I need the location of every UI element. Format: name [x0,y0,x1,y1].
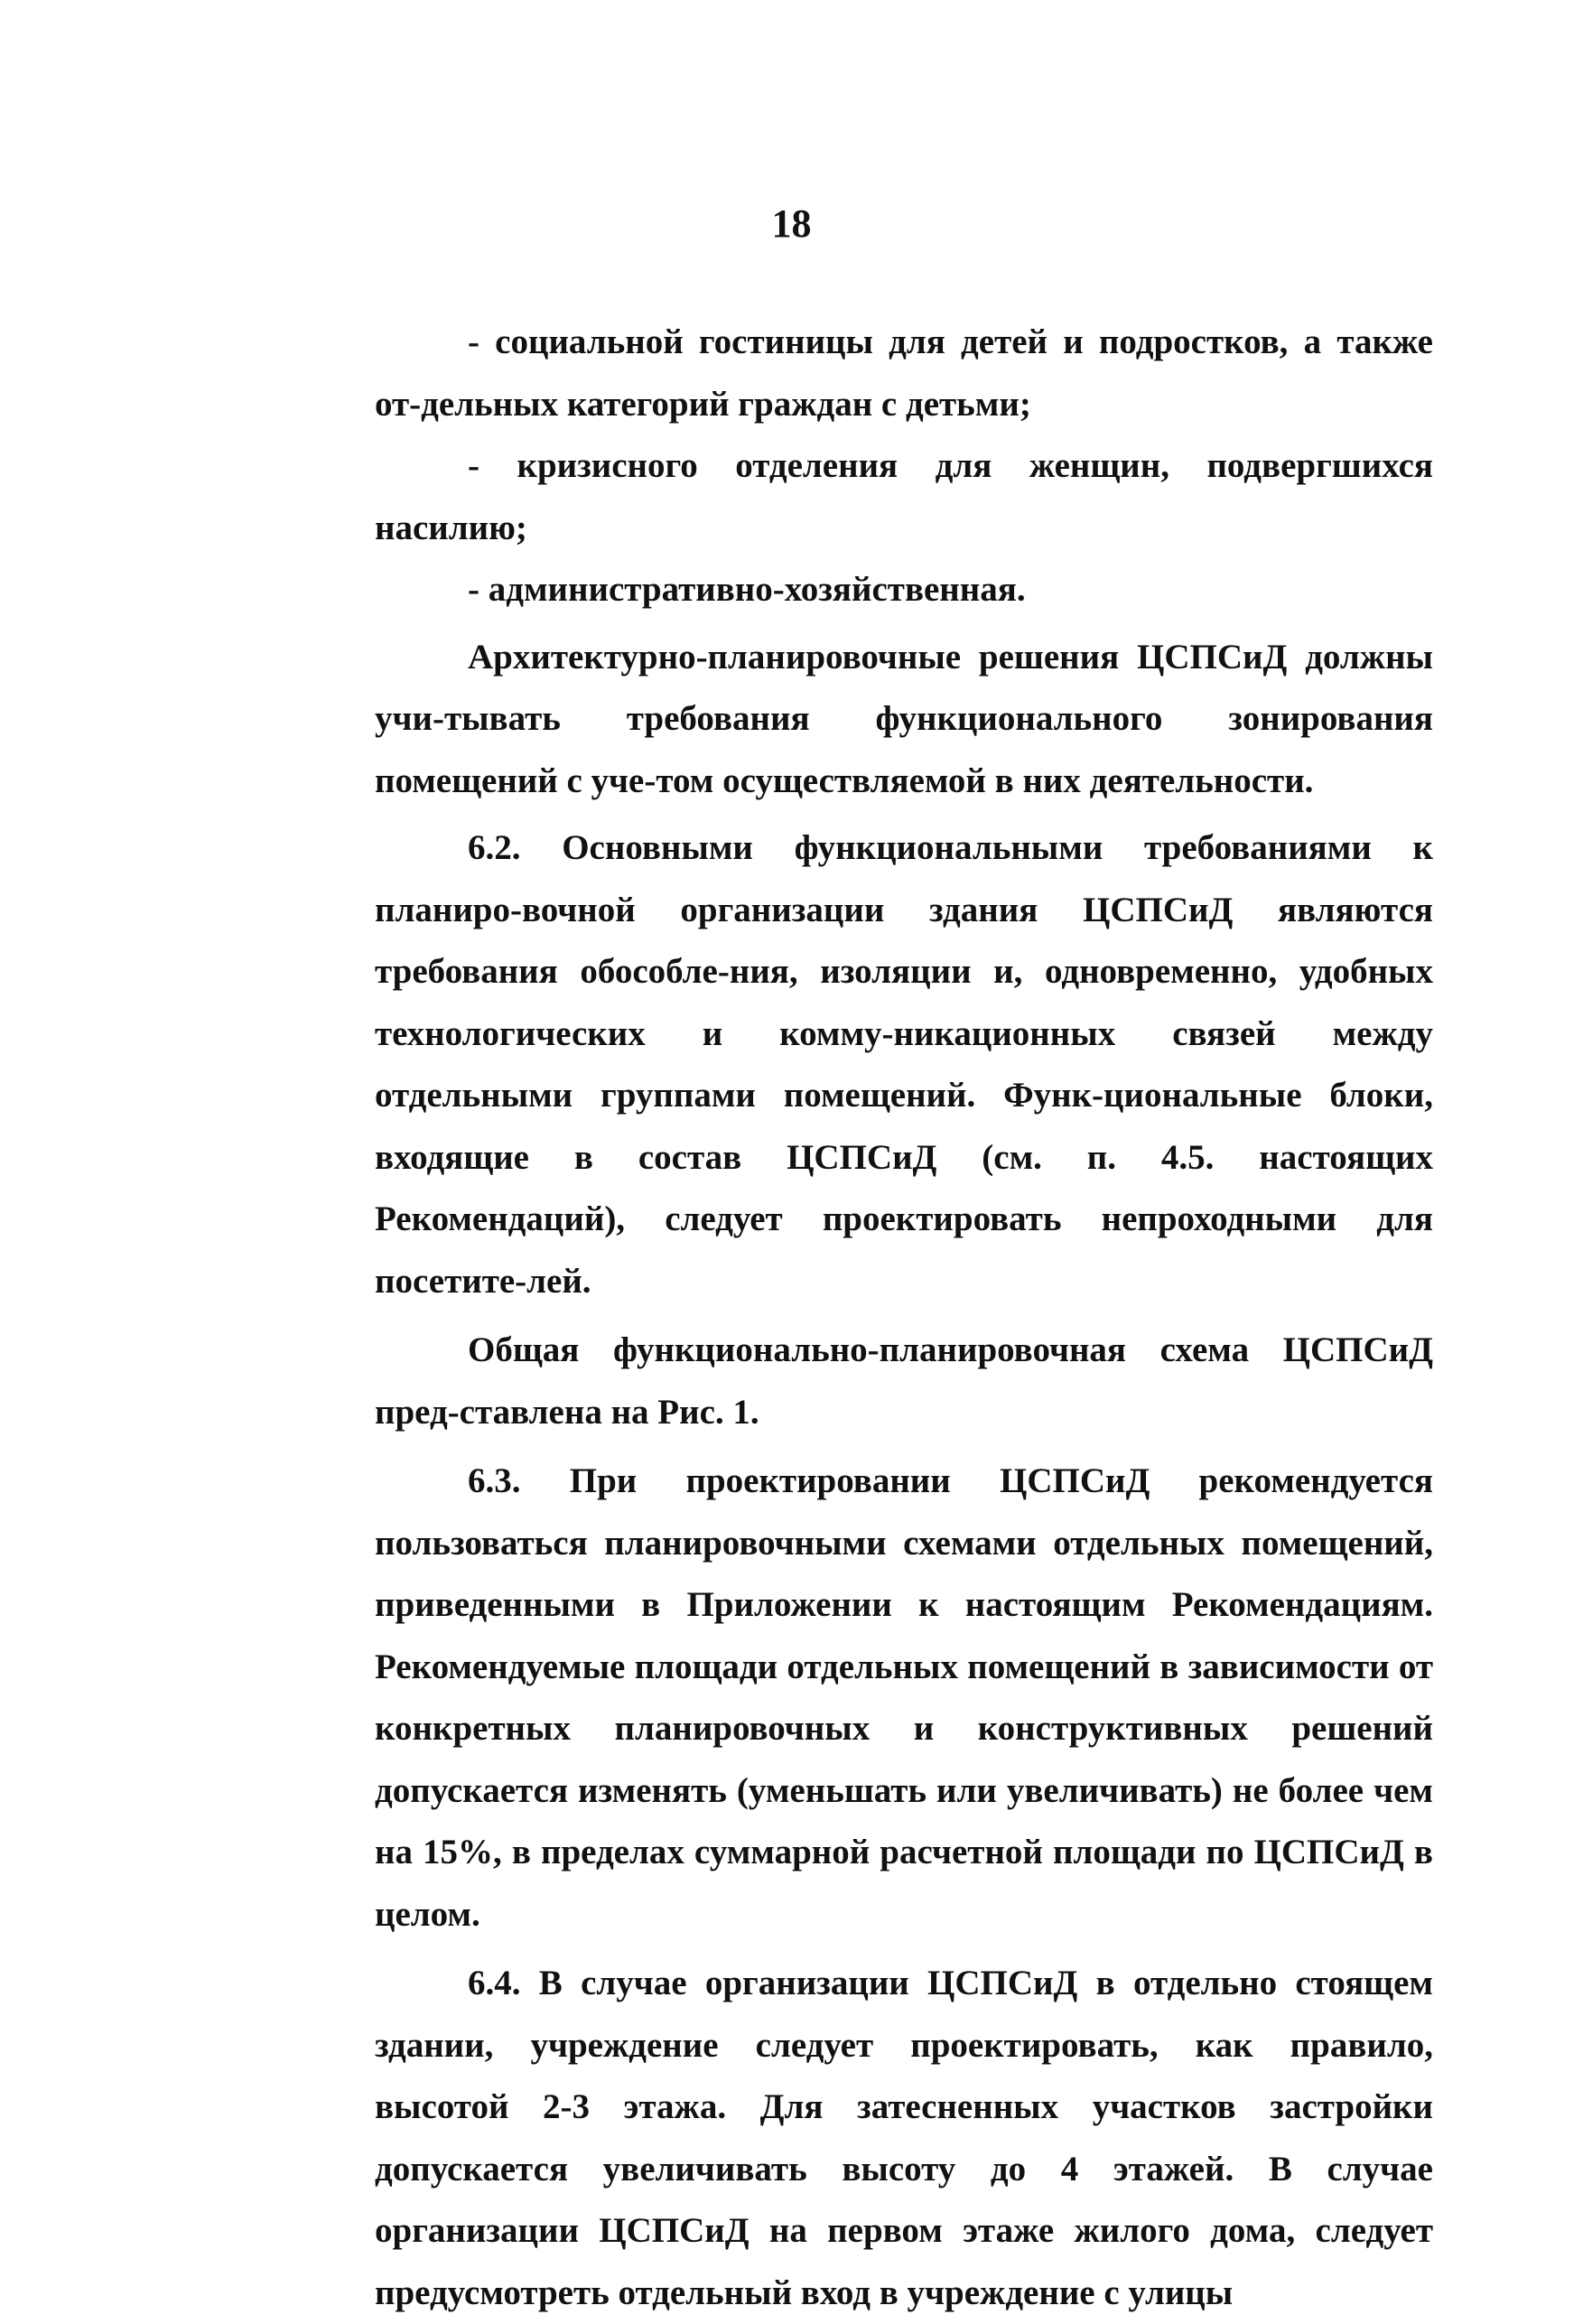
document-body [375,312,1433,2324]
paragraph-6-2: 6.2. Основными функциональными требованиями к планиро-вочной организации здания ЦСПСиД являются требования обособле-ния, изоляции и, одновременно, удобных технологических и комму-никационных связей между отдельными группами помещений. Функ-циональные блоки, входящие в состав ЦСПСиД (см. п. 4.5. настоящих Рекомендаций), следует проектировать непроходными для посетите-лей. [375,828,1433,1301]
list-item-administrative: - административно-хозяйственная. [468,570,1026,609]
page-number: 18 [771,201,812,246]
list-item-crisis-department: - кризисного отделения для женщин, подвергшихся насилию; [375,446,1433,547]
list-item-social-hotel: - социальной гостиницы для детей и подростков, а также от-дельных категорий граждан с детьми; [375,322,1433,424]
paragraph-6-4: 6.4. В случае организации ЦСПСиД в отдельно стоящем здании, учреждение следует проектировать, как правило, высотой 2-3 этажа. Для затесненных участков застройки допускается увеличивать высоту до 4 этажей. В случае организации ЦСПСиД на первом этаже жилого дома, следует предусмотреть отдельный вход в учреждение с улицы [375,1964,1433,2312]
paragraph-zoning: Архитектурно-планировочные решения ЦСПСиД должны учи-тывать требования функционального зонирования помещений с уче-том осуществляемой в них деятельности. [375,637,1433,800]
paragraph-6-3: 6.3. При проектировании ЦСПСиД рекомендуется пользоваться планировочными схемами отдельных помещений, приведенными в Приложении к настоящим Рекомендациям. Рекомендуемые площади отдельных помещений в зависимости от конкретных планировочных и конструктивных решений допускается изменять (уменьшать или увеличивать) не более чем на 15%, в пределах суммарной расчетной площади по ЦСПСиД в целом. [375,1461,1433,1934]
paragraph-scheme: Общая функционально-планировочная схема ЦСПСиД пред-ставлена на Рис. 1. [375,1330,1433,1432]
